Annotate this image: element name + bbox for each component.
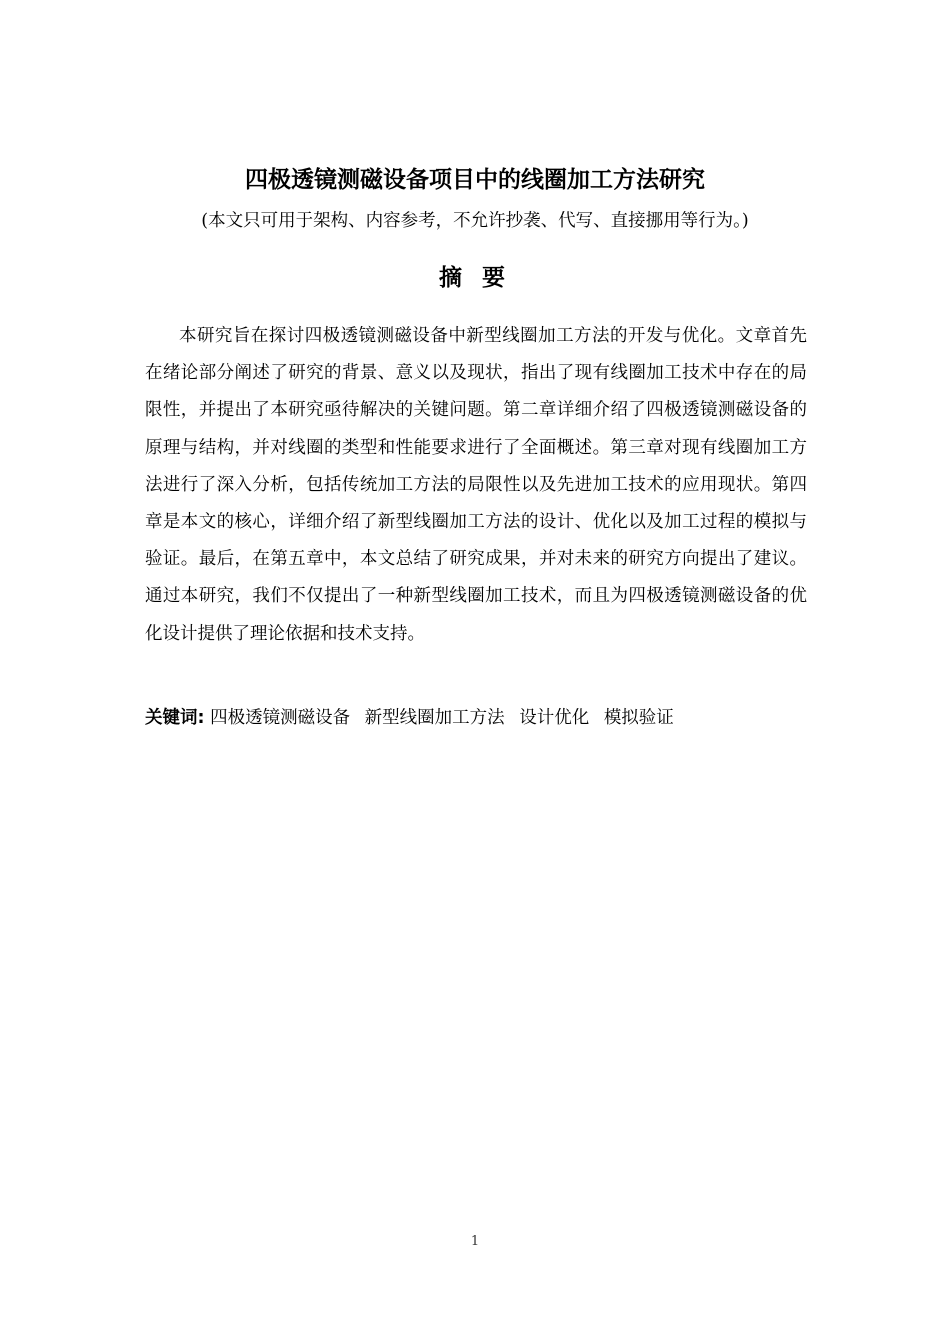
keyword-item: 设计优化 <box>519 708 590 728</box>
document-title: 四极透镜测磁设备项目中的线圈加工方法研究 <box>245 167 705 193</box>
keyword-item: 四极透镜测磁设备 <box>210 708 351 728</box>
keyword-item: 模拟验证 <box>603 708 674 728</box>
abstract-body: 本研究旨在探讨四极透镜测磁设备中新型线圈加工方法的开发与优化。文章首先在绪论部分阐述了研究的背景、意义以及现状，指出了现有线圈加工技术中存在的局限性，并提出了本研究亟待解决的关键问题。第二章详细介绍了四极透镜测磁设备的原理与结构，并对线圈的类型和性能要求进行了全面概述。第三章对现有线圈加工方法进行了深入分析，包括传统加工方法的局限性以及先进加工技术的应用现状。第四章是本文的核心，详细介绍了新型线圈加工方法的设计、优化以及加工过程的模拟与验证。最后，在第五章中，本文总结了研究成果，并对未来的研究方向提出了建议。通过本研究，我们不仅提出了一种新型线圈加工技术，而且为四极透镜测磁设备的优化设计提供了理论依据和技术支持。 <box>145 326 807 644</box>
keyword-item: 新型线圈加工方法 <box>364 708 505 728</box>
abstract-heading: 摘 要 <box>438 265 511 291</box>
document-subtitle: (本文只可用于架构、内容参考，不允许抄袭、代写、直接挪用等行为。) <box>201 211 749 231</box>
page-number: 1 <box>470 1234 480 1249</box>
keywords-line <box>145 704 807 732</box>
keywords-label: 关键词: <box>145 708 205 728</box>
